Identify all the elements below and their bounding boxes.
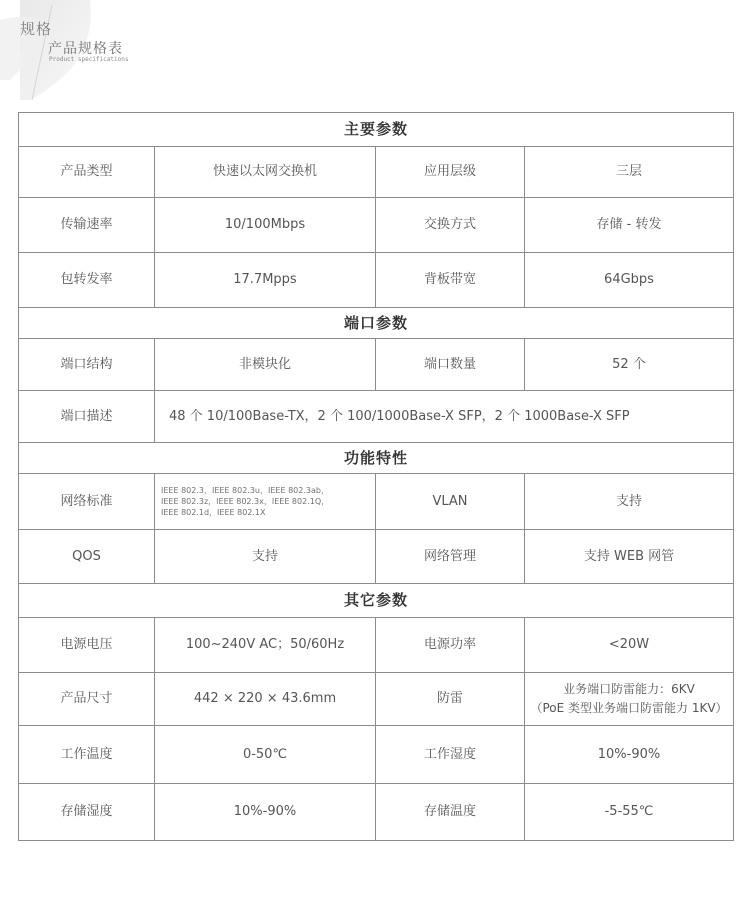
- label-port-description: 端口描述: [19, 391, 155, 443]
- header-title: 规格: [20, 20, 53, 38]
- table-row: [19, 474, 734, 530]
- label-vlan: VLAN: [376, 474, 525, 530]
- standard-line: IEEE 802.1d，IEEE 802.1X: [161, 508, 266, 518]
- label-product-size: 产品尺寸: [19, 673, 155, 726]
- value-switching-mode: 存储 - 转发: [525, 198, 734, 253]
- spec-table: [18, 112, 734, 841]
- value-network-management: 支持 WEB 网管: [525, 530, 734, 584]
- section-title-other: 其它参数: [19, 584, 734, 618]
- section-title-main: 主要参数: [19, 113, 734, 147]
- section-title-port: 端口参数: [19, 308, 734, 339]
- value-port-structure: 非模块化: [155, 339, 376, 391]
- value-operating-temperature: 0-50℃: [155, 726, 376, 784]
- value-power-consumption: <20W: [525, 618, 734, 673]
- value-power-voltage: 100~240V AC；50/60Hz: [155, 618, 376, 673]
- table-row: [19, 726, 734, 784]
- section-header-row: [19, 308, 734, 339]
- value-packet-forwarding: 17.7Mpps: [155, 253, 376, 308]
- value-transfer-rate: 10/100Mbps: [155, 198, 376, 253]
- label-network-management: 网络管理: [376, 530, 525, 584]
- label-switching-mode: 交换方式: [376, 198, 525, 253]
- value-vlan: 支持: [525, 474, 734, 530]
- value-product-type: 快速以太网交换机: [155, 147, 376, 198]
- table-row: [19, 198, 734, 253]
- table-row: [19, 530, 734, 584]
- section-title-features: 功能特性: [19, 443, 734, 474]
- spec-header: [0, 0, 200, 110]
- label-network-standard: 网络标准: [19, 474, 155, 530]
- section-header-row: [19, 113, 734, 147]
- header-subtitle-english: Product specifications: [49, 56, 129, 63]
- lightning-line: （PoE 类型业务端口防雷能力 1KV）: [530, 701, 728, 715]
- standard-line: IEEE 802.3，IEEE 802.3u，IEEE 802.3ab，: [161, 485, 329, 495]
- label-port-count: 端口数量: [376, 339, 525, 391]
- label-storage-temperature: 存储温度: [376, 784, 525, 841]
- table-row: [19, 147, 734, 198]
- label-transfer-rate: 传输速率: [19, 198, 155, 253]
- standard-line: IEEE 802.3z，IEEE 802.3x，IEEE 802.1Q，: [161, 496, 330, 506]
- value-storage-temperature: -5-55℃: [525, 784, 734, 841]
- header-subtitle: 产品规格表: [48, 41, 123, 57]
- section-header-row: [19, 584, 734, 618]
- label-packet-forwarding: 包转发率: [19, 253, 155, 308]
- table-row: [19, 618, 734, 673]
- label-application-layer: 应用层级: [376, 147, 525, 198]
- value-port-count: 52 个: [525, 339, 734, 391]
- value-storage-humidity: 10%-90%: [155, 784, 376, 841]
- label-product-type: 产品类型: [19, 147, 155, 198]
- label-operating-temperature: 工作温度: [19, 726, 155, 784]
- value-application-layer: 三层: [525, 147, 734, 198]
- table-row: [19, 391, 734, 443]
- table-row: [19, 339, 734, 391]
- label-backplane-bandwidth: 背板带宽: [376, 253, 525, 308]
- value-port-description: 48 个 10/100Base-TX，2 个 100/1000Base-X SFP，2 个 1000Base-X SFP: [155, 391, 734, 443]
- value-qos: 支持: [155, 530, 376, 584]
- label-power-consumption: 电源功率: [376, 618, 525, 673]
- label-operating-humidity: 工作湿度: [376, 726, 525, 784]
- table-row: [19, 673, 734, 726]
- label-lightning-protection: 防雷: [376, 673, 525, 726]
- lightning-line: 业务端口防雷能力：6KV: [563, 682, 695, 697]
- value-backplane-bandwidth: 64Gbps: [525, 253, 734, 308]
- section-header-row: [19, 443, 734, 474]
- label-port-structure: 端口结构: [19, 339, 155, 391]
- value-operating-humidity: 10%-90%: [525, 726, 734, 784]
- value-product-size: 442 × 220 × 43.6mm: [155, 673, 376, 726]
- value-network-standard: [155, 474, 376, 530]
- label-qos: QOS: [19, 530, 155, 584]
- table-row: [19, 253, 734, 308]
- label-storage-humidity: 存储湿度: [19, 784, 155, 841]
- value-lightning-protection: [525, 673, 734, 726]
- table-row: [19, 784, 734, 841]
- label-power-voltage: 电源电压: [19, 618, 155, 673]
